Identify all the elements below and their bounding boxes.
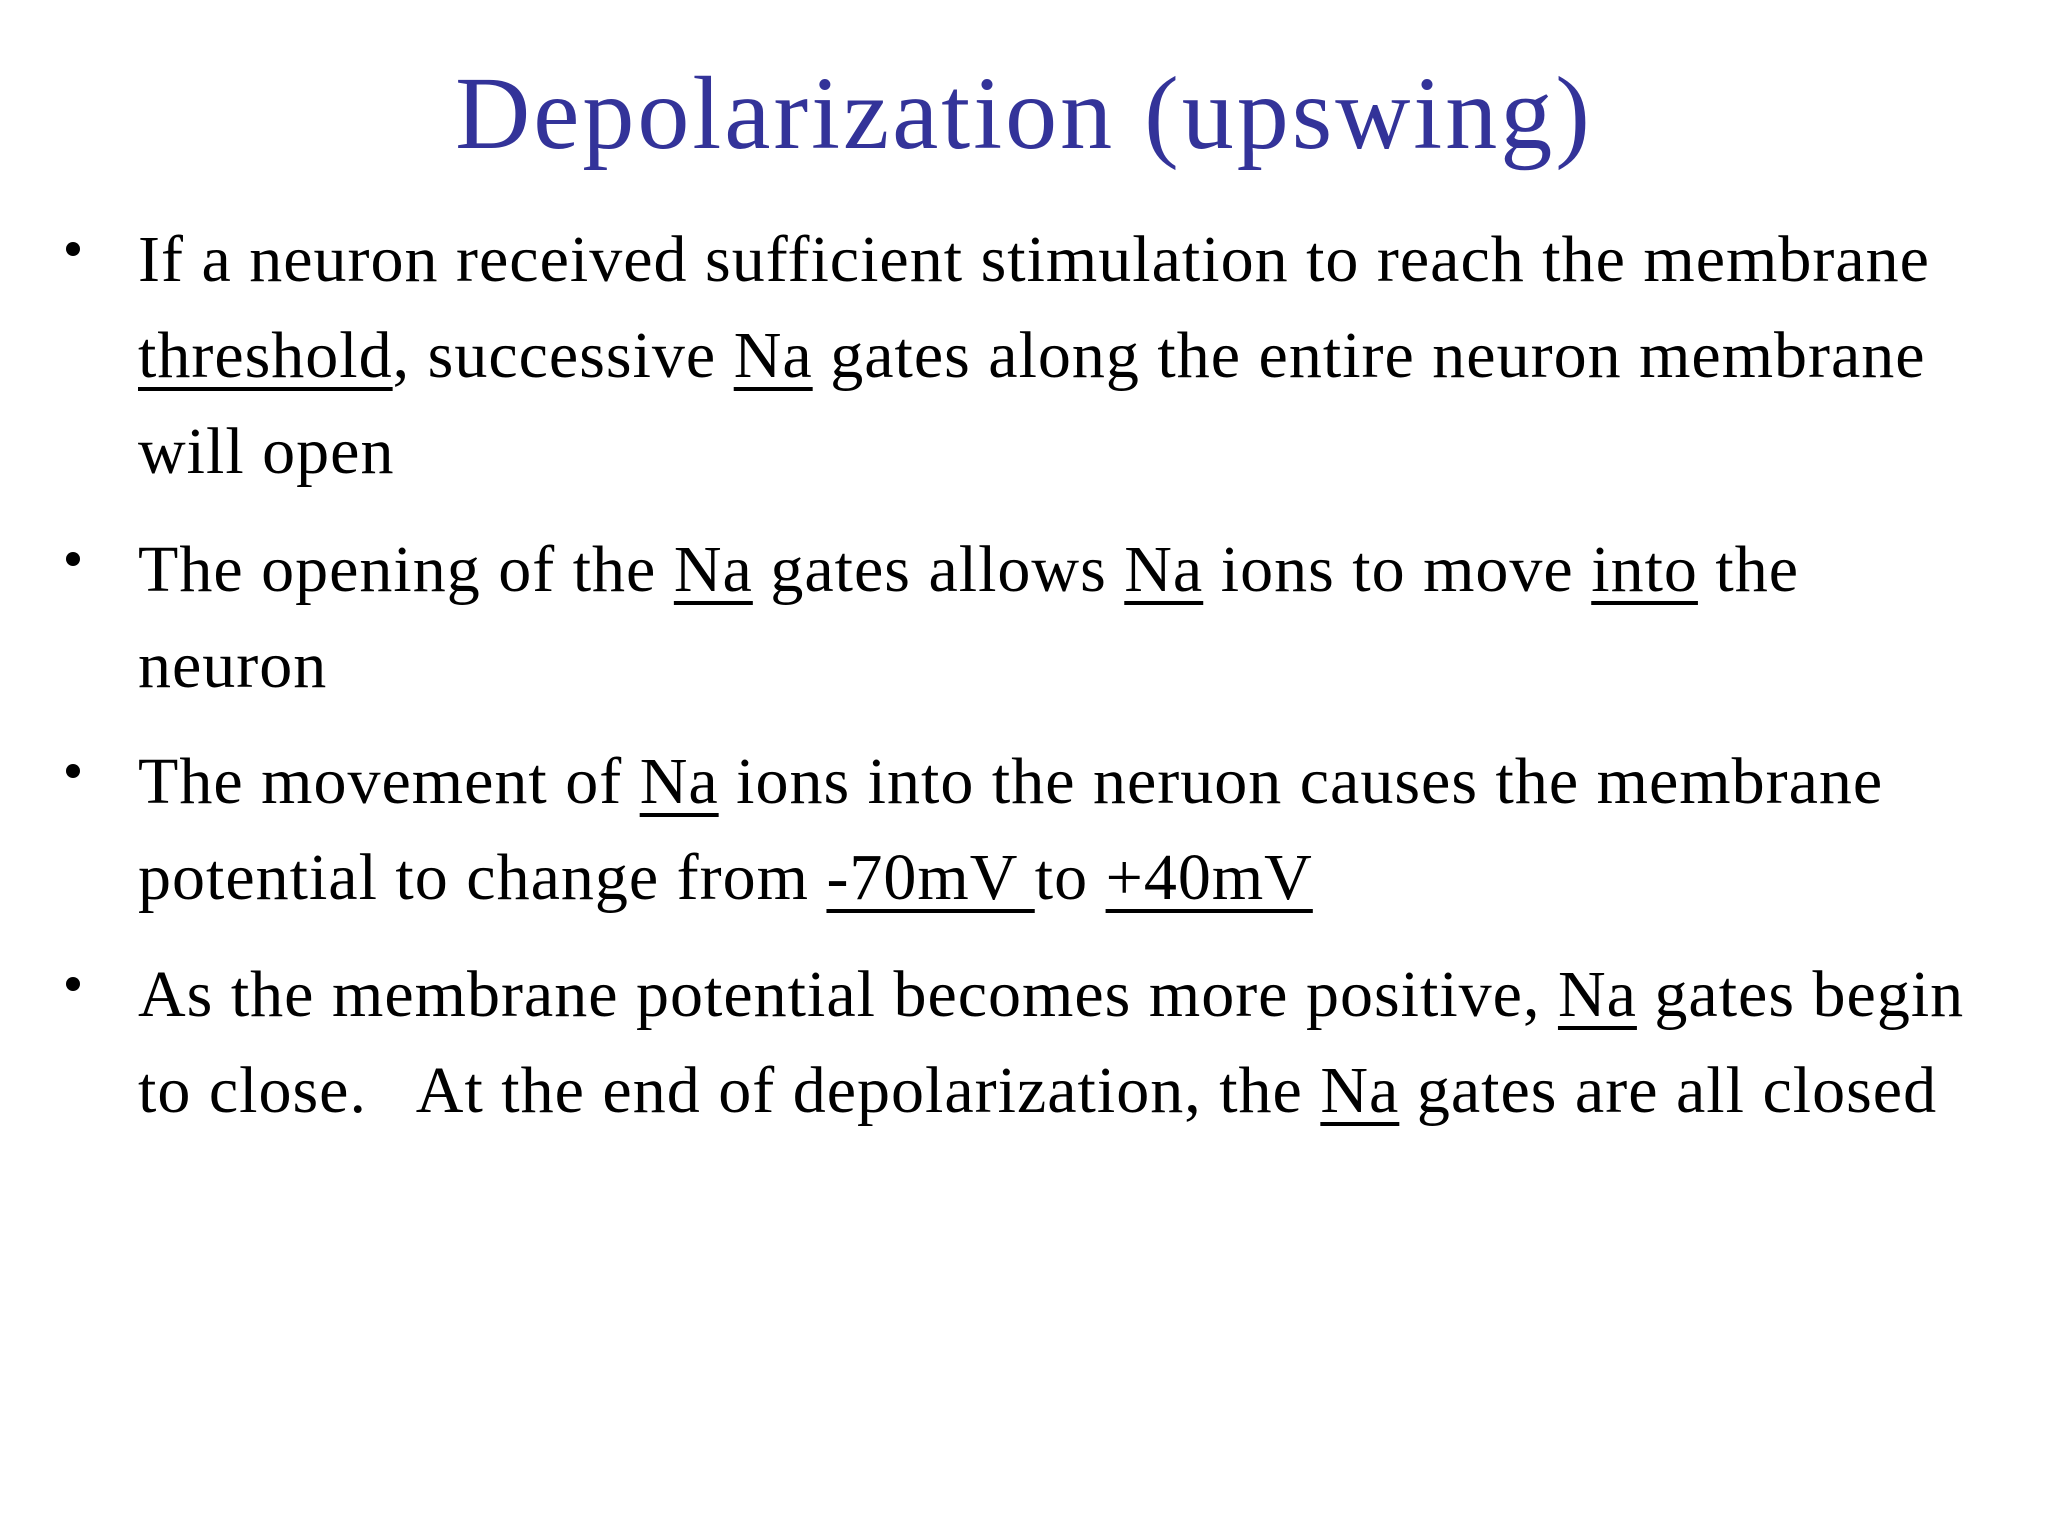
bullet-text: gates along the entire neuron membrane will open <box>138 319 1926 488</box>
term-na: Na <box>733 319 813 392</box>
slide-title: Depolarization (upswing) <box>455 56 1593 171</box>
bullet-dot-icon <box>66 552 80 566</box>
bullet-dot-icon <box>66 977 80 991</box>
bullet-item-2 <box>138 522 1988 714</box>
term-na: Na <box>639 745 719 818</box>
term-threshold: threshold <box>138 319 393 392</box>
term-na: Na <box>1557 958 1637 1031</box>
bullet-item-4 <box>138 947 1988 1139</box>
term-minus-70mv: -70mV <box>826 841 1035 914</box>
term-na: Na <box>1124 533 1204 606</box>
bullet-text: gates allows <box>752 533 1125 606</box>
bullet-text: ions into the neruon causes the membrane potential to change from <box>138 745 1884 914</box>
bullet-item-3 <box>138 734 1988 926</box>
term-na: Na <box>1320 1054 1400 1127</box>
bullet-text: ions to move <box>1203 533 1592 606</box>
term-plus-40mv: +40mV <box>1105 841 1313 914</box>
bullet-text: the neuron <box>138 533 1800 702</box>
bullet-text: , successive <box>392 319 734 392</box>
term-into: into <box>1591 533 1698 606</box>
bullet-dot-icon <box>66 764 80 778</box>
bullet-text: If a neuron received sufficient stimulation to reach the membrane <box>138 223 1930 296</box>
bullet-text: to <box>1034 841 1106 914</box>
bullet-item-1 <box>138 212 1988 500</box>
bullet-text: The opening of the <box>138 533 674 606</box>
term-na: Na <box>673 533 753 606</box>
bullet-dot-icon <box>66 242 80 256</box>
bullet-text: gates begin to close. At the end of depolarization, the <box>138 958 1982 1127</box>
bullet-text: As the membrane potential becomes more positive, <box>138 958 1558 1031</box>
bullet-text: gates are all closed <box>1399 1054 1938 1127</box>
bullet-text: The movement of <box>138 745 640 818</box>
